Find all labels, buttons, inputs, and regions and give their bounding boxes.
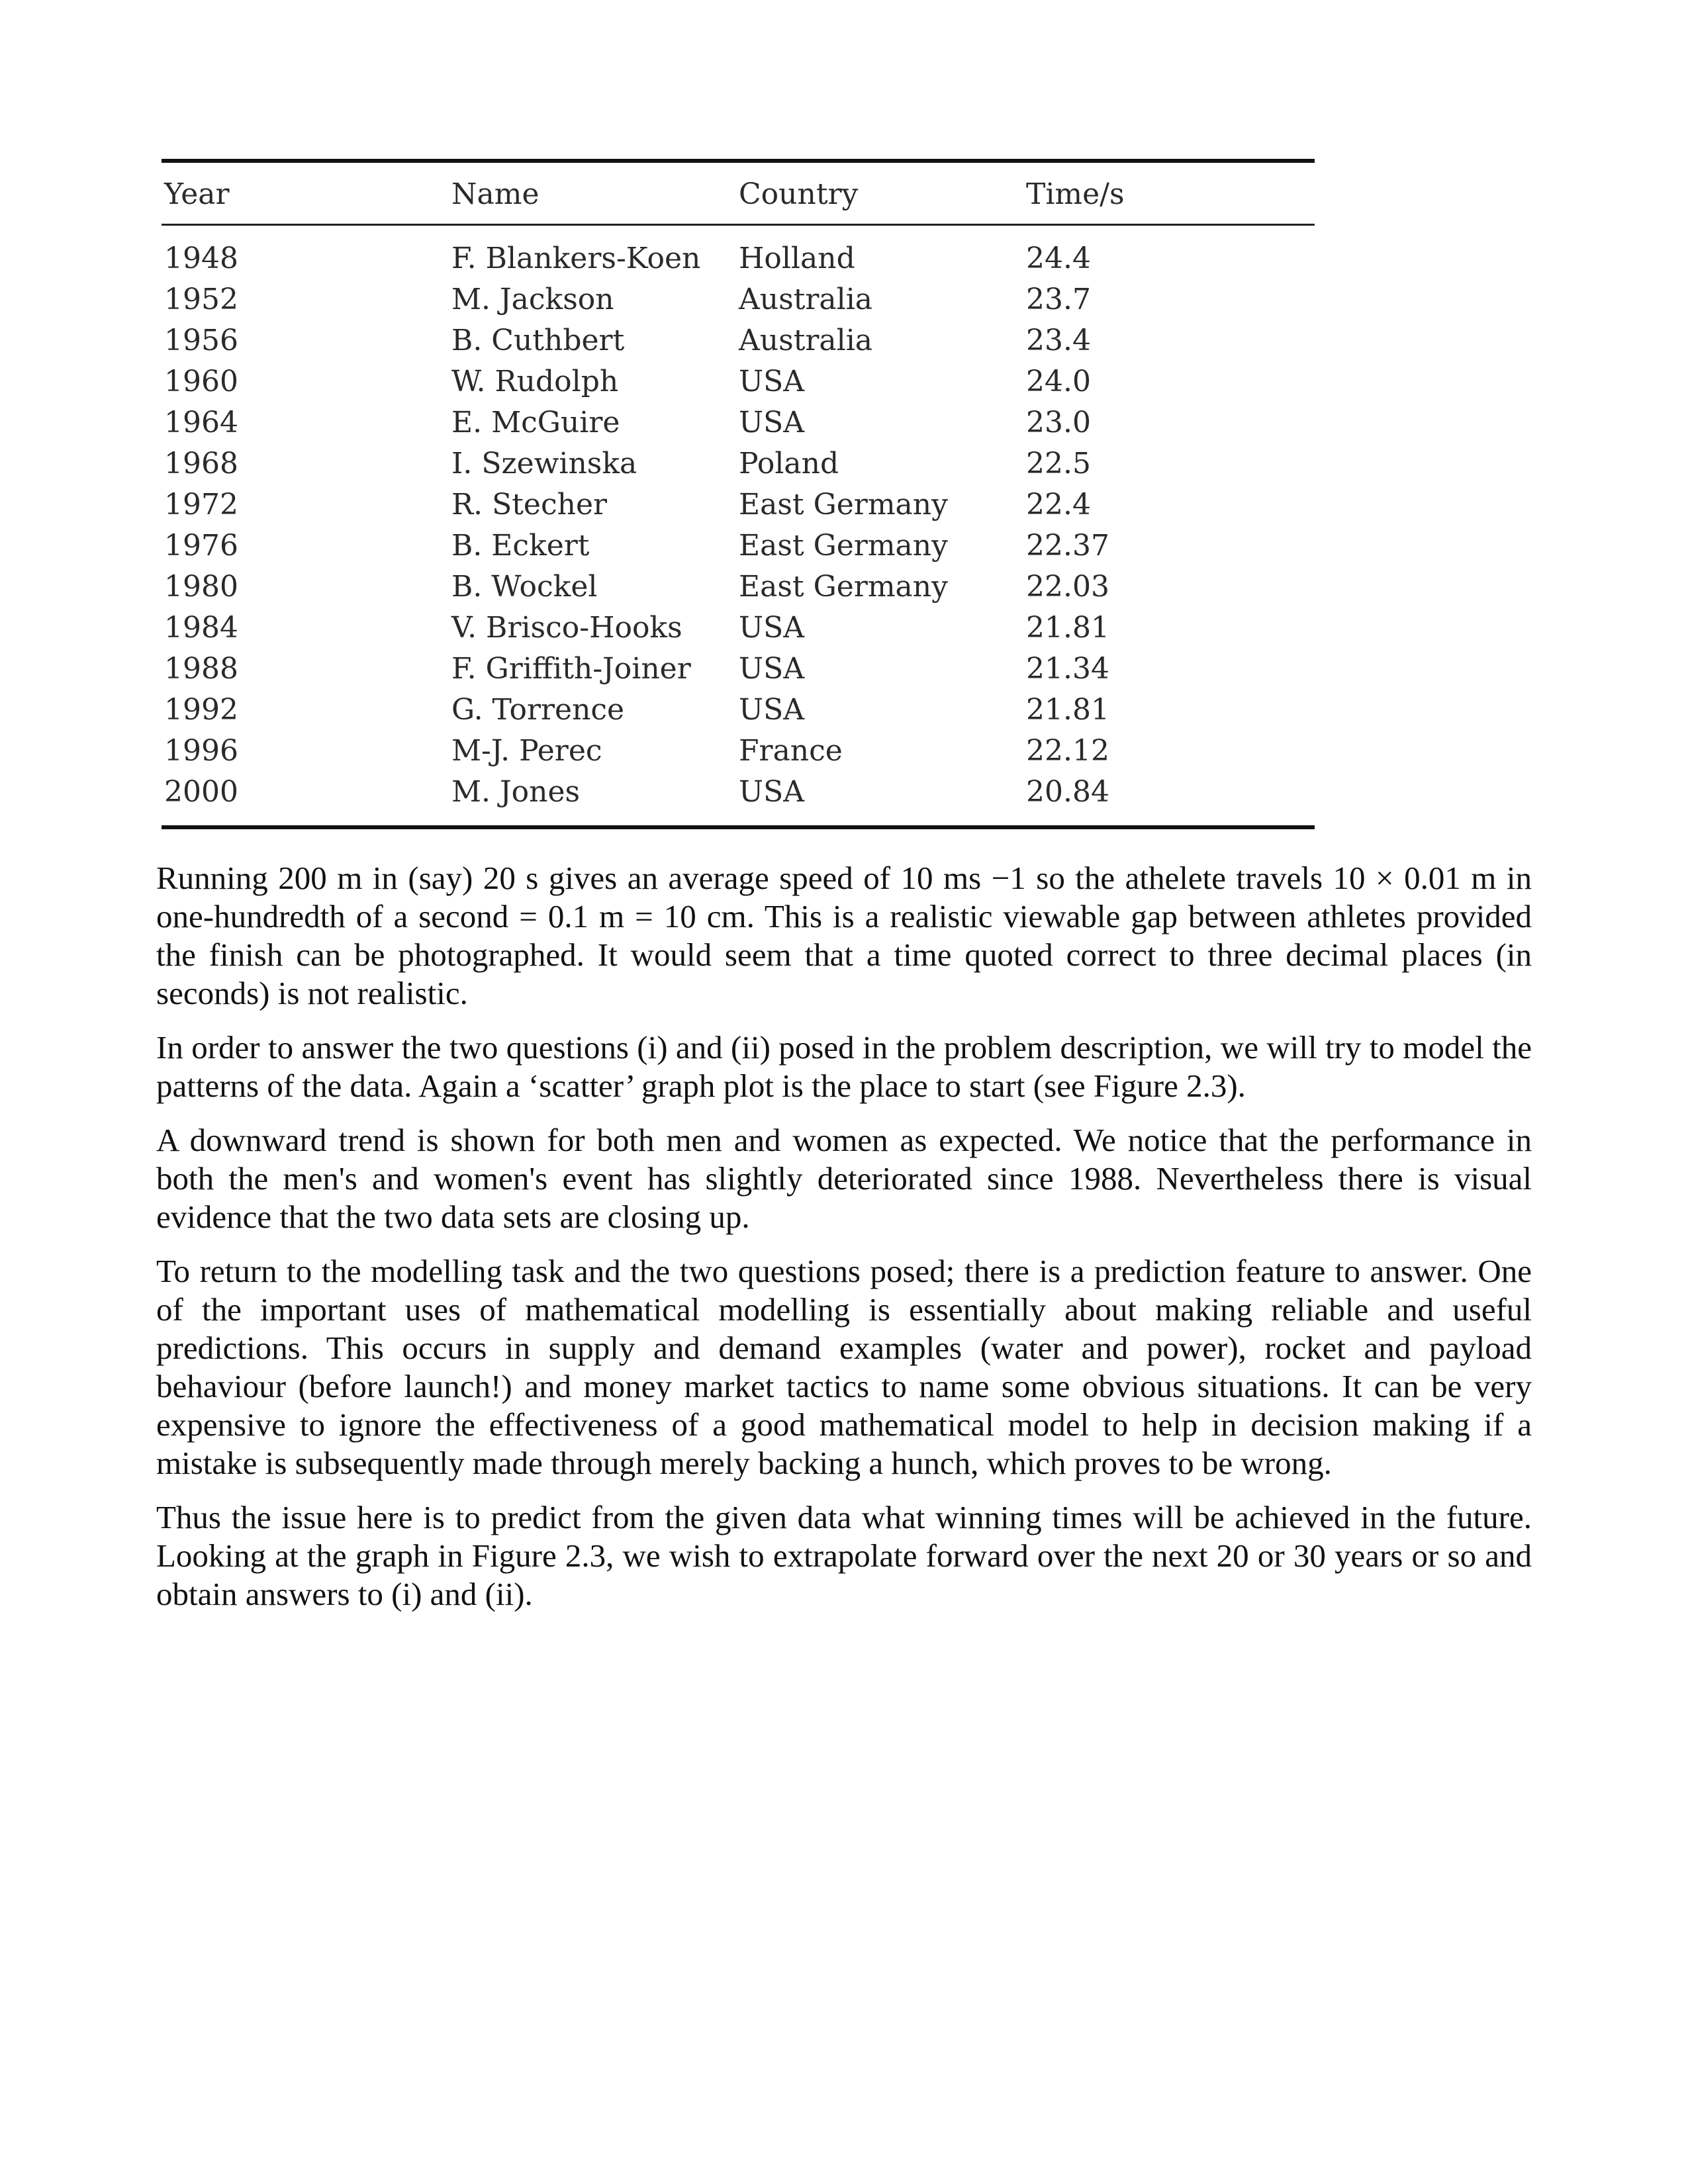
table-row bbox=[162, 693, 1315, 734]
paragraph: Thus the issue here is to predict from the given data what winning times will be achieved in the future. Looking at the graph in Figure 2.3, we wish to extrapolate forward over the next 20 or 30 years or so and obtain answers to (i) and (ii). bbox=[156, 1499, 1532, 1612]
cell-time: 23.4 bbox=[1026, 324, 1091, 357]
cell-time: 24.4 bbox=[1026, 242, 1091, 275]
table-bottom-rule bbox=[162, 825, 1315, 829]
table-row bbox=[162, 734, 1315, 775]
cell-country: USA bbox=[739, 693, 804, 727]
cell-name: M. Jackson bbox=[451, 283, 614, 316]
table-body bbox=[162, 226, 1315, 825]
table-row bbox=[162, 283, 1315, 324]
cell-name: F. Griffith-Joiner bbox=[451, 652, 691, 686]
cell-year: 1976 bbox=[164, 529, 238, 563]
cell-year: 2000 bbox=[164, 775, 238, 809]
header-country: Country bbox=[739, 177, 859, 211]
table-row bbox=[162, 775, 1315, 816]
table-row bbox=[162, 488, 1315, 529]
cell-name: B. Eckert bbox=[451, 529, 590, 563]
cell-year: 1968 bbox=[164, 447, 238, 480]
cell-name: B. Wockel bbox=[451, 570, 598, 604]
table-row bbox=[162, 529, 1315, 570]
cell-country: East Germany bbox=[739, 488, 948, 522]
header-time: Time/s bbox=[1026, 177, 1125, 211]
table-row bbox=[162, 365, 1315, 406]
cell-time: 22.12 bbox=[1026, 734, 1109, 768]
table-row bbox=[162, 406, 1315, 447]
body-text bbox=[156, 859, 1532, 1629]
paragraph: A downward trend is shown for both men and women as expected. We notice that the performance in both the men's and women's event has slightly deteriorated since 1988. Nevertheless there is visual evidence that the two data sets are closing up. bbox=[156, 1122, 1532, 1235]
cell-time: 22.37 bbox=[1026, 529, 1109, 563]
cell-country: USA bbox=[739, 652, 804, 686]
cell-country: USA bbox=[739, 611, 804, 645]
cell-time: 24.0 bbox=[1026, 365, 1091, 398]
results-table bbox=[162, 159, 1315, 829]
cell-name: W. Rudolph bbox=[451, 365, 619, 398]
cell-year: 1952 bbox=[164, 283, 238, 316]
cell-name: E. McGuire bbox=[451, 406, 620, 439]
cell-year: 1948 bbox=[164, 242, 238, 275]
cell-country: Australia bbox=[739, 324, 873, 357]
cell-country: Poland bbox=[739, 447, 839, 480]
cell-country: USA bbox=[739, 406, 804, 439]
cell-name: M. Jones bbox=[451, 775, 581, 809]
cell-time: 22.5 bbox=[1026, 447, 1091, 480]
cell-name: I. Szewinska bbox=[451, 447, 637, 480]
cell-name: M-J. Perec bbox=[451, 734, 602, 768]
cell-time: 21.34 bbox=[1026, 652, 1109, 686]
table-row bbox=[162, 324, 1315, 365]
cell-country: East Germany bbox=[739, 529, 948, 563]
cell-country: USA bbox=[739, 365, 804, 398]
paragraph: To return to the modelling task and the two questions posed; there is a prediction feature to answer. One of the important uses of mathematical modelling is essentially about making reliable and useful predictions. This occurs in supply and demand examples (water and power), rocket and payload behaviour (before launch!) and money market tactics to name some obvious situations. It can be very expensive to ignore the effectiveness of a good mathematical model to help in decision making if a mistake is subsequently made through merely backing a hunch, which proves to be wrong. bbox=[156, 1253, 1532, 1481]
cell-year: 1972 bbox=[164, 488, 238, 522]
cell-year: 1960 bbox=[164, 365, 238, 398]
cell-year: 1984 bbox=[164, 611, 238, 645]
cell-time: 20.84 bbox=[1026, 775, 1109, 809]
header-year: Year bbox=[164, 177, 230, 211]
cell-time: 21.81 bbox=[1026, 611, 1109, 645]
cell-country: Holland bbox=[739, 242, 855, 275]
table-header-row bbox=[162, 163, 1315, 224]
cell-country: France bbox=[739, 734, 843, 768]
cell-name: R. Stecher bbox=[451, 488, 608, 522]
table-row bbox=[162, 570, 1315, 611]
paragraph: In order to answer the two questions (i) and (ii) posed in the problem description, we will try to model the patterns of the data. Again a ‘scatter’ graph plot is the place to start (see Figure 2.3). bbox=[156, 1029, 1532, 1104]
cell-time: 23.7 bbox=[1026, 283, 1091, 316]
cell-name: F. Blankers-Koen bbox=[451, 242, 701, 275]
paragraph: Running 200 m in (say) 20 s gives an average speed of 10 ms −1 so the athelete travels 10 × 0.01 m in one-hundredth of a second = 0.1 m = 10 cm. This is a realistic viewable gap between athletes provided the finish can be photographed. It would seem that a time quoted correct to three decimal places (in seconds) is not realistic. bbox=[156, 860, 1532, 1011]
table-row bbox=[162, 242, 1315, 283]
table-row bbox=[162, 447, 1315, 488]
cell-name: G. Torrence bbox=[451, 693, 625, 727]
cell-time: 22.4 bbox=[1026, 488, 1091, 522]
header-name: Name bbox=[451, 177, 539, 211]
cell-year: 1992 bbox=[164, 693, 238, 727]
cell-country: East Germany bbox=[739, 570, 948, 604]
cell-time: 21.81 bbox=[1026, 693, 1109, 727]
cell-year: 1988 bbox=[164, 652, 238, 686]
table-row bbox=[162, 652, 1315, 693]
cell-year: 1964 bbox=[164, 406, 238, 439]
cell-year: 1980 bbox=[164, 570, 238, 604]
cell-country: USA bbox=[739, 775, 804, 809]
cell-country: Australia bbox=[739, 283, 873, 316]
cell-name: V. Brisco-Hooks bbox=[451, 611, 682, 645]
cell-time: 23.0 bbox=[1026, 406, 1091, 439]
cell-name: B. Cuthbert bbox=[451, 324, 625, 357]
cell-year: 1996 bbox=[164, 734, 238, 768]
cell-time: 22.03 bbox=[1026, 570, 1109, 604]
cell-year: 1956 bbox=[164, 324, 238, 357]
table-row bbox=[162, 611, 1315, 652]
